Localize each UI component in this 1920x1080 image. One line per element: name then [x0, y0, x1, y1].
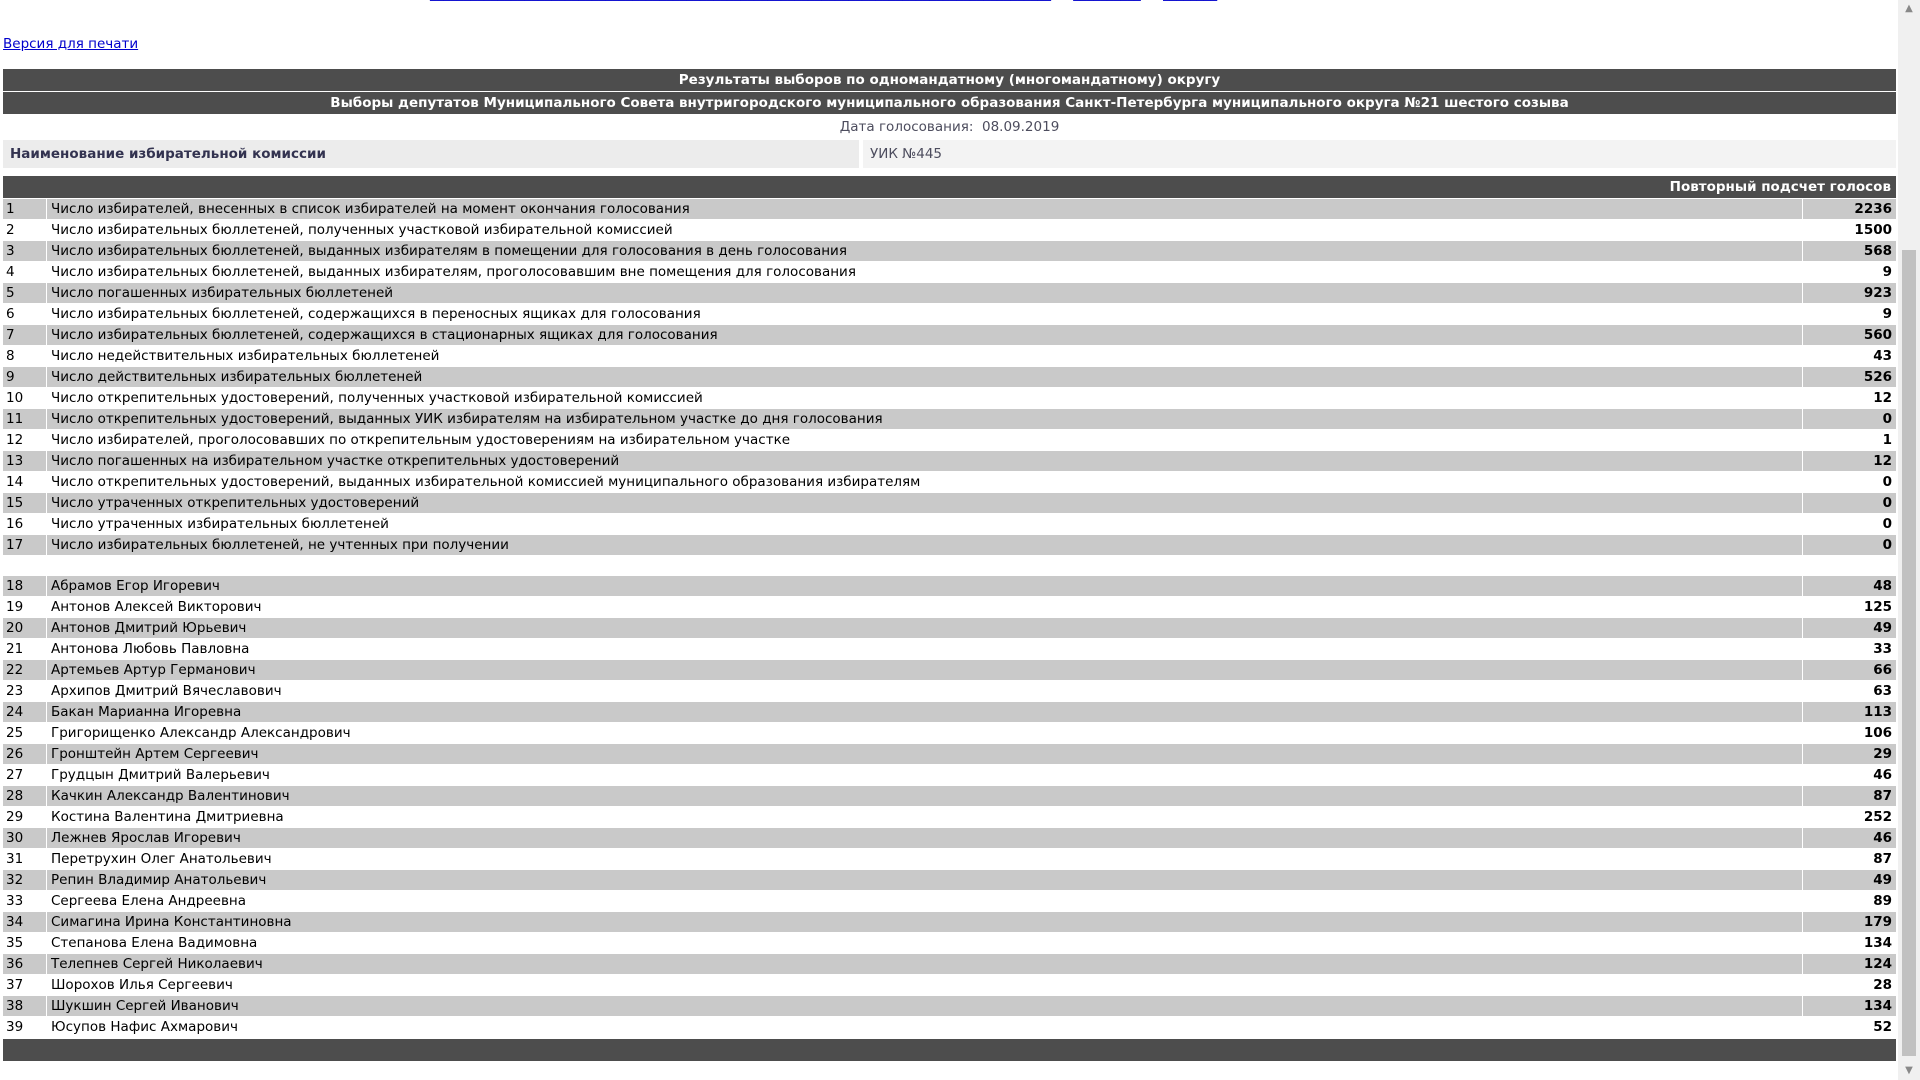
table-row	[3, 681, 1896, 701]
top-link-2[interactable]	[1073, 0, 1141, 2]
row-value: 46	[1873, 767, 1892, 783]
row-number: 34	[3, 912, 47, 932]
results-table	[3, 69, 1896, 1061]
row-name: Абрамов Егор Игоревич	[47, 576, 1803, 596]
table-row	[3, 870, 1896, 890]
table-row	[3, 346, 1896, 366]
row-value: 87	[1873, 788, 1892, 804]
row-value: 49	[1873, 872, 1892, 888]
row-value: 48	[1873, 578, 1892, 594]
row-number: 20	[3, 618, 47, 638]
row-number: 33	[3, 891, 47, 911]
row-name: Число избирательных бюллетеней, не учтенных при получении	[47, 535, 1803, 555]
row-number: 2	[3, 220, 47, 240]
table-row	[3, 912, 1896, 932]
scroll-thumb[interactable]	[1902, 250, 1916, 1056]
table-footer-bar	[3, 1039, 1896, 1061]
row-name: Число погашенных избирательных бюллетеней	[47, 283, 1803, 303]
section-gap	[3, 555, 1896, 575]
recount-column-header: Повторный подсчет голосов	[3, 176, 1896, 198]
voting-date-label: Дата голосования:	[839, 119, 974, 135]
row-value: 0	[1882, 537, 1892, 553]
scroll-up-icon[interactable]: ▲	[1905, 3, 1913, 14]
row-number: 30	[3, 828, 47, 848]
row-value: 252	[1863, 809, 1892, 825]
row-number: 39	[3, 1017, 47, 1037]
row-number: 8	[3, 346, 47, 366]
row-number: 17	[3, 535, 47, 555]
row-value: 0	[1882, 474, 1892, 490]
commission-row	[3, 140, 1896, 168]
table-row	[3, 807, 1896, 827]
row-name: Число избирательных бюллетеней, полученных участковой избирательной комиссией	[47, 220, 1803, 240]
row-number: 18	[3, 576, 47, 596]
row-name: Григорищенко Александр Александрович	[47, 723, 1803, 743]
table-row	[3, 472, 1896, 492]
row-number: 15	[3, 493, 47, 513]
candidate-rows	[3, 576, 1896, 1037]
row-value: 52	[1873, 1019, 1892, 1035]
row-value: 124	[1863, 956, 1892, 972]
row-number: 3	[3, 241, 47, 261]
row-value: 923	[1863, 285, 1892, 301]
table-row	[3, 786, 1896, 806]
row-name: Степанова Елена Вадимовна	[47, 933, 1803, 953]
row-value: 12	[1873, 390, 1892, 406]
row-number: 10	[3, 388, 47, 408]
row-name: Бакан Марианна Игоревна	[47, 702, 1803, 722]
row-name: Симагина Ирина Константиновна	[47, 912, 1803, 932]
row-name: Сергеева Елена Андреевна	[47, 891, 1803, 911]
row-name: Число утраченных избирательных бюллетеней	[47, 514, 1803, 534]
table-row	[3, 702, 1896, 722]
row-value: 2236	[1854, 201, 1892, 217]
row-number: 22	[3, 660, 47, 680]
row-number: 25	[3, 723, 47, 743]
table-row	[3, 367, 1896, 387]
row-name: Телепнев Сергей Николаевич	[47, 954, 1803, 974]
row-name: Число открепительных удостоверений, выданных избирательной комиссией муниципального образования избирателям	[47, 472, 1803, 492]
table-row	[3, 199, 1896, 219]
table-row	[3, 388, 1896, 408]
row-value: 526	[1863, 369, 1892, 385]
table-row	[3, 975, 1896, 995]
scroll-down-icon[interactable]: ▼	[1905, 1065, 1913, 1076]
row-name: Антонов Дмитрий Юрьевич	[47, 618, 1803, 638]
row-name: Юсупов Нафис Ахмарович	[47, 1017, 1803, 1037]
row-name: Репин Владимир Анатольевич	[47, 870, 1803, 890]
voting-date	[3, 115, 1896, 139]
row-number: 13	[3, 451, 47, 471]
table-row	[3, 430, 1896, 450]
row-value: 49	[1873, 620, 1892, 636]
row-value: 0	[1882, 495, 1892, 511]
row-value: 568	[1863, 243, 1892, 259]
row-value: 29	[1873, 746, 1892, 762]
table-row	[3, 304, 1896, 324]
row-value: 134	[1863, 935, 1892, 951]
row-value: 0	[1882, 516, 1892, 532]
row-number: 29	[3, 807, 47, 827]
table-row	[3, 283, 1896, 303]
row-number: 27	[3, 765, 47, 785]
row-value: 134	[1863, 998, 1892, 1014]
row-name: Антонова Любовь Павловна	[47, 639, 1803, 659]
table-row	[3, 220, 1896, 240]
row-name: Число избирательных бюллетеней, содержащихся в стационарных ящиках для голосования	[47, 325, 1803, 345]
row-number: 26	[3, 744, 47, 764]
row-name: Число утраченных открепительных удостоверений	[47, 493, 1803, 513]
row-value: 106	[1863, 725, 1892, 741]
row-value: 89	[1873, 893, 1892, 909]
row-number: 23	[3, 681, 47, 701]
table-row	[3, 660, 1896, 680]
row-number: 35	[3, 933, 47, 953]
row-value: 113	[1863, 704, 1892, 720]
row-name: Архипов Дмитрий Вячеславович	[47, 681, 1803, 701]
row-name: Грудцын Дмитрий Валерьевич	[47, 765, 1803, 785]
row-number: 32	[3, 870, 47, 890]
row-name: Число избирательных бюллетеней, выданных избирателям в помещении для голосования в день голосования	[47, 241, 1803, 261]
row-number: 36	[3, 954, 47, 974]
row-number: 4	[3, 262, 47, 282]
row-value: 66	[1873, 662, 1892, 678]
table-row	[3, 954, 1896, 974]
row-number: 11	[3, 409, 47, 429]
row-name: Качкин Александр Валентинович	[47, 786, 1803, 806]
row-number: 19	[3, 597, 47, 617]
row-name: Лежнев Ярослав Игоревич	[47, 828, 1803, 848]
row-number: 37	[3, 975, 47, 995]
table-row	[3, 1017, 1896, 1037]
row-name: Число избирателей, проголосовавших по открепительным удостоверениям на избирательном участке	[47, 430, 1803, 450]
row-number: 9	[3, 367, 47, 387]
row-value: 12	[1873, 453, 1892, 469]
top-link-3[interactable]	[1163, 0, 1217, 2]
row-value: 0	[1882, 411, 1892, 427]
table-row	[3, 849, 1896, 869]
protocol-rows	[3, 199, 1896, 555]
row-number: 14	[3, 472, 47, 492]
table-row	[3, 618, 1896, 638]
row-name: Число действительных избирательных бюллетеней	[47, 367, 1803, 387]
commission-label: Наименование избирательной комиссии	[3, 140, 859, 168]
row-value: 125	[1863, 599, 1892, 615]
election-name: Выборы депутатов Муниципального Совета внутригородского муниципального образования Санкт-Петербурга муниципального округа №21 шестого созыва	[3, 92, 1896, 114]
table-row	[3, 933, 1896, 953]
table-row	[3, 241, 1896, 261]
row-value: 63	[1873, 683, 1892, 699]
row-name: Гронштейн Артем Сергеевич	[47, 744, 1803, 764]
print-version-link[interactable]: Версия для печати	[3, 36, 139, 52]
row-name: Шукшин Сергей Иванович	[47, 996, 1803, 1016]
row-number: 38	[3, 996, 47, 1016]
row-name: Число избирательных бюллетеней, содержащихся в переносных ящиках для голосования	[47, 304, 1803, 324]
table-row	[3, 723, 1896, 743]
row-name: Перетрухин Олег Анатольевич	[47, 849, 1803, 869]
voting-date-value: 08.09.2019	[981, 119, 1060, 135]
row-name: Число недействительных избирательных бюллетеней	[47, 346, 1803, 366]
row-value: 87	[1873, 851, 1892, 867]
table-row	[3, 409, 1896, 429]
table-row	[3, 744, 1896, 764]
row-number: 6	[3, 304, 47, 324]
row-number: 12	[3, 430, 47, 450]
row-value: 46	[1873, 830, 1892, 846]
table-row	[3, 828, 1896, 848]
table-row	[3, 535, 1896, 555]
table-row	[3, 891, 1896, 911]
row-number: 28	[3, 786, 47, 806]
table-row	[3, 325, 1896, 345]
row-name: Артемьев Артур Германович	[47, 660, 1803, 680]
row-number: 5	[3, 283, 47, 303]
table-row	[3, 639, 1896, 659]
results-title: Результаты выборов по одномандатному (многомандатному) округу	[3, 69, 1896, 91]
row-value: 9	[1882, 306, 1892, 322]
row-number: 7	[3, 325, 47, 345]
row-number: 16	[3, 514, 47, 534]
row-name: Антонов Алексей Викторович	[47, 597, 1803, 617]
row-name: Число погашенных на избирательном участке открепительных удостоверений	[47, 451, 1803, 471]
row-value: 1	[1882, 432, 1892, 448]
row-name: Число открепительных удостоверений, полученных участковой избирательной комиссией	[47, 388, 1803, 408]
table-row	[3, 576, 1896, 596]
row-number: 1	[3, 199, 47, 219]
row-name: Костина Валентина Дмитриевна	[47, 807, 1803, 827]
table-row	[3, 493, 1896, 513]
row-name: Число избирателей, внесенных в список избирателей на момент окончания голосования	[47, 199, 1803, 219]
table-row	[3, 514, 1896, 534]
row-value: 179	[1863, 914, 1892, 930]
row-value: 9	[1882, 264, 1892, 280]
table-row	[3, 451, 1896, 471]
row-number: 21	[3, 639, 47, 659]
commission-value: УИК №445	[863, 140, 1896, 168]
top-nav-links	[430, 0, 1235, 2]
row-name: Шорохов Илья Сергеевич	[47, 975, 1803, 995]
row-value: 560	[1863, 327, 1892, 343]
row-number: 31	[3, 849, 47, 869]
table-row	[3, 597, 1896, 617]
row-value: 33	[1873, 641, 1892, 657]
table-row	[3, 262, 1896, 282]
row-name: Число открепительных удостоверений, выданных УИК избирателям на избирательном участке до дня голосования	[47, 409, 1803, 429]
row-value: 28	[1873, 977, 1892, 993]
row-number: 24	[3, 702, 47, 722]
row-value: 1500	[1854, 222, 1892, 238]
row-name: Число избирательных бюллетеней, выданных избирателям, проголосовавшим вне помещения для голосования	[47, 262, 1803, 282]
table-row	[3, 765, 1896, 785]
top-link-1[interactable]	[430, 0, 1051, 2]
vertical-scrollbar[interactable]	[1898, 0, 1920, 1080]
table-row	[3, 996, 1896, 1016]
row-value: 43	[1873, 348, 1892, 364]
